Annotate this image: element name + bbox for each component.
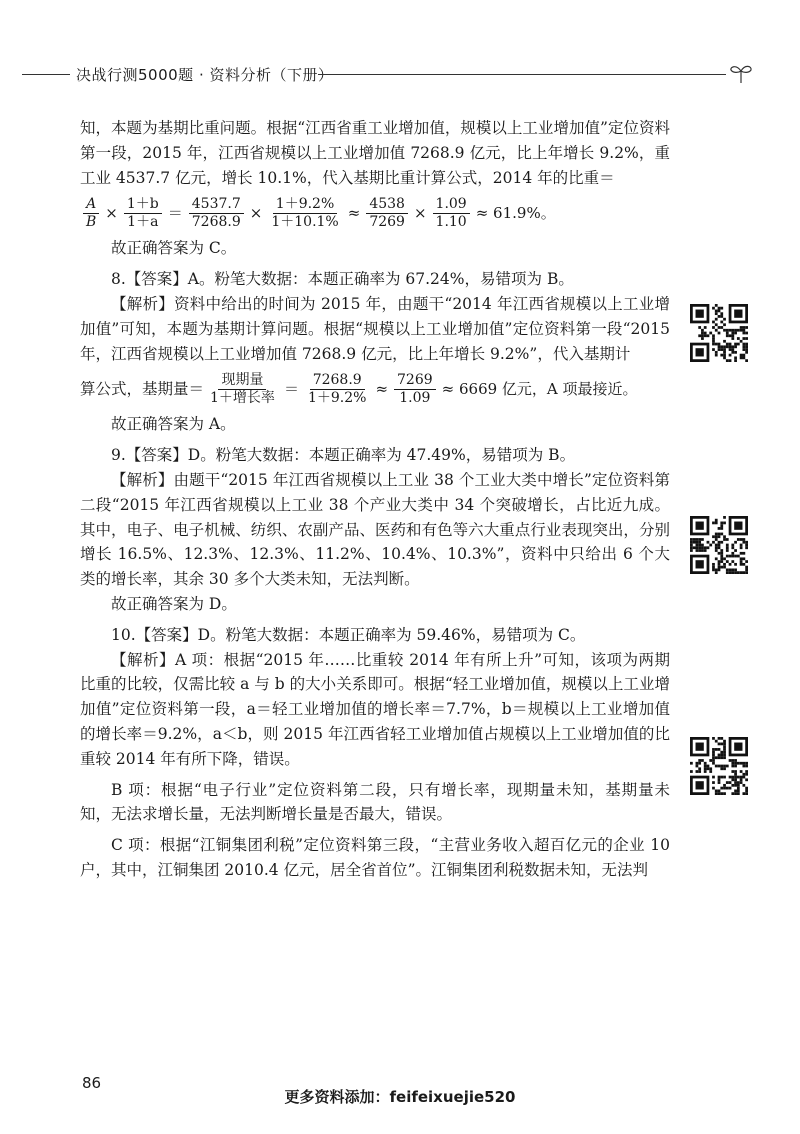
running-header <box>0 62 760 86</box>
answer-q9: 9.【答案】D。粉笔大数据：本题正确率为 47.49%，易错项为 B。 <box>111 446 576 465</box>
page-body <box>80 116 670 883</box>
fraction: $\frac{4537.7}{7268.9}$ <box>189 196 244 231</box>
formula-base-value: 算公式，基期量＝ $\frac{\text{现期量}}{\text{1＋增长率}}$ ＝ $\frac{7268.9}{1+9.2\%}$ ≈ $\frac{7269}{1.09}$ ≈ 6669 亿元，A 项最接近。 <box>80 372 638 406</box>
qr-code-icon[interactable] <box>690 516 748 574</box>
page-number: 86 <box>82 1074 102 1092</box>
paragraph-q7-tail: 知，本题为基期比重问题。根据“江西省重工业增加值，规模以上工业增加值”定位资料第一段，2015 年，江西省规模以上工业增加值 7268.9 亿元，比上年增长 9.2%，重工业 4537.7 亿元，增长 10.1%，代入基期比重计算公式，2014 年的比重＝ <box>80 119 670 187</box>
qr-code-icon[interactable] <box>690 737 748 795</box>
analysis-q9: 【解析】由题干“2015 年江西省规模以上工业 38 个工业大类中增长”定位资料第二段“2015 年江西省规模以上工业 38 个产业大类中 34 个突破增长，占比近九成。其中，电子、电子机械、纺织、农副产品、医药和有色等六大重点行业表现突出，分别增长 16.5%、12.3%、12.3%、11.2%、10.4%、10.3%”，资料中只给出 6 个大类的增长率，其余 30 多个大类未知，无法判断。 <box>80 470 670 589</box>
analysis-q8: 【解析】资料中给出的时间为 2015 年，由题干“2014 年江西省规模以上工业增加值”可知，本题为基期计算问题。根据“规模以上工业增加值”定位资料第一段“2015 年，江西省规模以上工业增加值 7268.9 亿元，比上年增长 9.2%”，代入基期计 <box>80 294 670 363</box>
fraction: $\frac{1+9.2\%}{1+10.1\%}$ <box>271 196 339 230</box>
sprout-icon <box>728 62 754 84</box>
answer-q8-final: 故正确答案为 A。 <box>111 415 236 434</box>
header-rule-right <box>318 74 726 75</box>
qr-code-icon[interactable] <box>690 304 748 362</box>
fraction: $\frac{4538}{7269}$ <box>366 196 408 231</box>
formula-base-proportion: $\frac{A}{B}$ × $\frac{1+b}{1+a}$ ＝ $\frac{4537.7}{7268.9}$ × $\frac{1+9.2\%}{1+10.1\%}$ ≈ $\frac{4538}{7269}$ × $\frac{1.09}{1.10}$ ≈ 61.9%。 <box>80 190 670 236</box>
analysis-q10-b: B 项：根据“电子行业”定位资料第二段，只有增长率，现期量未知，基期量未知，无法求增长量，无法判断增长量是否最大，错误。 <box>80 780 670 824</box>
answer-q7: 故正确答案为 C。 <box>111 239 237 258</box>
fraction: $\frac{\text{现期量}}{\text{1＋增长率}}$ <box>210 372 275 406</box>
answer-q9-final: 故正确答案为 D。 <box>111 594 237 613</box>
footer-contact: 更多资料添加：feifeixuejie520 <box>284 1088 516 1106</box>
formula-result: ≈ 6669 亿元，A 项最接近。 <box>441 380 638 399</box>
analysis-q10-c: C 项：根据“江铜集团利税”定位资料第三段，“主营业务收入超百亿元的企业 10 户，其中，江铜集团 2010.4 亿元，居全省首位”。江铜集团利税数据未知，无法判 <box>80 836 670 879</box>
formula-result: ≈ 61.9%。 <box>475 204 556 223</box>
header-rule-left <box>22 74 70 75</box>
fraction: $\frac{7268.9}{1+9.2\%}$ <box>307 372 367 406</box>
analysis-q10-a: 【解析】A 项：根据“2015 年……比重较 2014 年有所上升”可知，该项为两期比重的比较，仅需比较 a 与 b 的大小关系即可。根据“轻工业增加值，规模以上工业增加值”定位资料第一段，a＝轻工业增加值的增长率＝7.7%，b＝规模以上工业增加值的增长率＝9.2%，a＜b，则 2015 年江西省轻工业增加值占规模以上工业增加值的比重较 2014 年有所下降，错误。 <box>80 650 670 768</box>
fraction: $\frac{7269}{1.09}$ <box>394 372 436 407</box>
book-title: 决战行测5000题 · 资料分析（下册） <box>76 66 334 84</box>
fraction: $\frac{1+b}{1+a}$ <box>124 196 162 231</box>
answer-q10: 10.【答案】D。粉笔大数据：本题正确率为 59.46%，易错项为 C。 <box>111 625 586 644</box>
fraction: $\frac{A}{B}$ <box>83 196 99 231</box>
answer-q8: 8.【答案】A。粉笔大数据：本题正确率为 67.24%，易错项为 B。 <box>111 270 574 289</box>
fraction: $\frac{1.09}{1.10}$ <box>433 196 470 231</box>
